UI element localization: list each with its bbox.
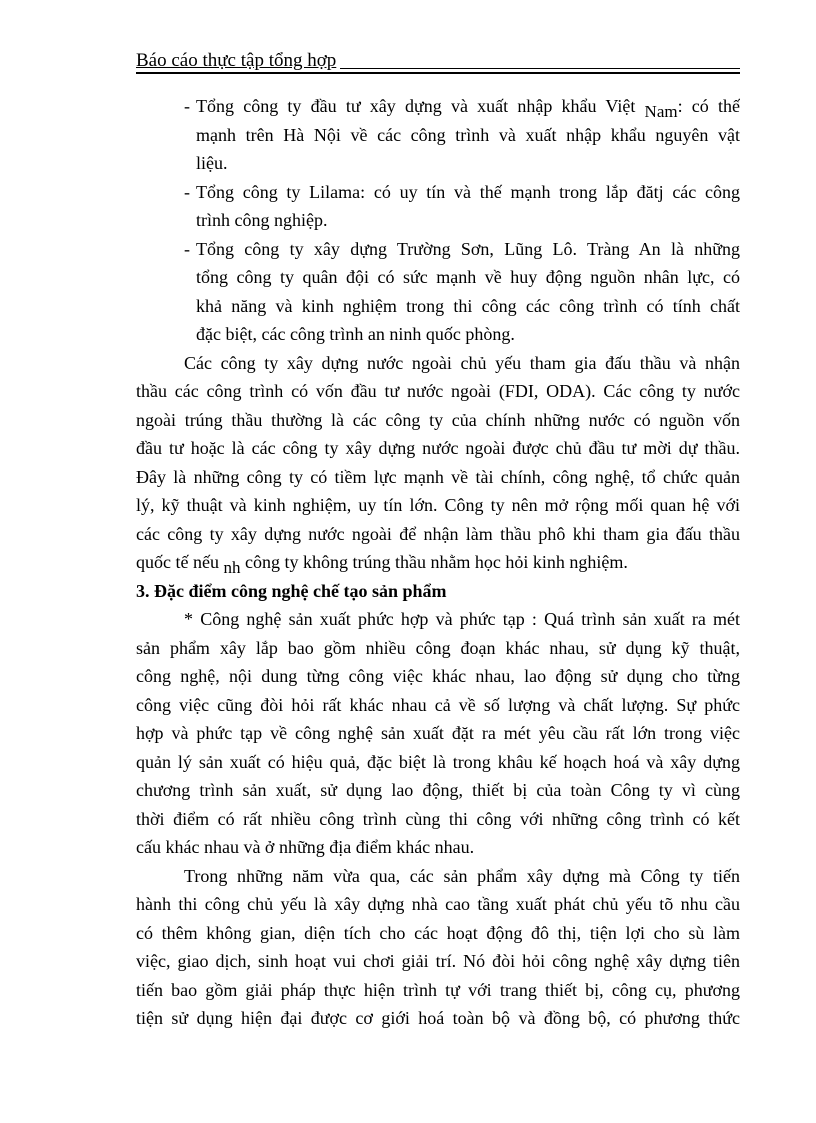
- bullet-line: tổng công ty quân đội có sức mạnh về huy động nguồn nhân lực, có: [196, 267, 740, 287]
- paragraph-line: ngoài trúng thầu thường là các công ty của chính những nước có nguồn vốn: [136, 409, 740, 430]
- bullet-line: liệu.: [196, 153, 228, 173]
- page-header: [136, 50, 740, 74]
- bullet-dash: -: [184, 181, 190, 202]
- bullet-line: khả năng và kinh nghiệm trong thi công các công trình có tính chất: [196, 295, 740, 316]
- bullet-line: trình công nghiệp.: [196, 210, 328, 230]
- paragraph-line: * Công nghệ sản xuất phức hợp và phức tạp : Quá trình sản xuất ra mét: [184, 609, 740, 629]
- paragraph-line: công nghệ, nội dung từng công việc khác nhau, lao động sử dụng cho từng: [136, 666, 740, 686]
- header-rule-thick: [136, 72, 740, 74]
- bullet-line: mạnh trên Hà Nội về các công trình và xuất nhập khẩu nguyên vật: [196, 124, 740, 145]
- paragraph-line: cấu khác nhau và ở những địa điểm khác nhau.: [136, 837, 475, 857]
- paragraph-line: có thêm không gian, diện tích cho các hoạt động đô thị, tiện lợi cho sù làm: [136, 922, 740, 943]
- paragraph-line: thầu các công trình có vốn đầu tư nước ngoài (FDI, ODA). Các công ty nước: [136, 381, 740, 401]
- paragraph-line: quốc tế nếu nh công ty không trúng thầu nhằm học hỏi kinh nghiệm.: [136, 552, 628, 577]
- paragraph-line: Trong những năm vừa qua, các sản phẩm xây dựng mà Công ty tiến: [184, 865, 740, 886]
- bullet-line: đặc biệt, các công trình an ninh quốc phòng.: [196, 324, 515, 344]
- bullet-line: - Tổng công ty Lilama: có uy tín và thế mạnh trong lắp đătj các công: [136, 178, 740, 207]
- paragraph-line: hợp và phức tạp về công nghệ sản xuất đặt ra mét yêu cầu rất lớn trong việc: [136, 723, 740, 743]
- section-heading: 3. Đặc điểm công nghệ chế tạo sản phẩm: [136, 580, 447, 601]
- paragraph-line: hành thi công chủ yếu là xây dựng nhà cao tầng xuất phát chủ yếu tõ nhu cầu: [136, 894, 740, 914]
- paragraph-line: lý, kỹ thuật và kinh nghiệm, uy tín lớn. Công ty nên mở rộng mối quan hệ với: [136, 495, 740, 515]
- paragraph-line: tiện sử dụng hiện đại được cơ giới hoá toàn bộ và đồng bộ, có phương thức: [136, 1008, 740, 1028]
- bullet-dash: -: [184, 96, 190, 116]
- paragraph-line: tiến bao gồm giải pháp thực hiện trình tự với trang thiết bị, công cụ, phương: [136, 979, 740, 1000]
- paragraph-line: Đây là những công ty có tiềm lực mạnh về tài chính, công nghệ, tổ chức quản: [136, 466, 740, 487]
- bullet-dash: -: [184, 238, 190, 259]
- paragraph-line: các công ty xây dựng nước ngoài để nhận làm thầu phô khi tham gia đấu thầu: [136, 523, 740, 544]
- bullet-line: - Tổng công ty đầu tư xây dựng và xuất nhập khẩu Việt Nam: có thế: [136, 92, 740, 121]
- paragraph-line: chương trình sản xuất, sử dụng lao động, thiết bị của toàn Công ty vì cùng: [136, 780, 740, 800]
- paragraph-line: đầu tư hoặc là các công ty xây dựng nước ngoài được chủ đầu tư mời dự thầu.: [136, 438, 740, 458]
- paragraph-line: Các công ty xây dựng nước ngoài chủ yếu tham gia đấu thầu và nhận: [184, 352, 740, 373]
- paragraph-line: quản lý sản xuất có hiệu quả, đặc biệt là trong khâu kế hoạch hoá và xây dựng: [136, 751, 740, 772]
- header-title: Báo cáo thực tập tổng hợp: [136, 50, 340, 72]
- paragraph-line: thời điểm có rất nhiều công trình cùng thi công với những công trình có kết: [136, 808, 740, 829]
- paragraph-line: sản phẩm xây lắp bao gồm nhiều công đoạn khác nhau, sử dụng kỹ thuật,: [136, 637, 740, 658]
- paragraph-line: việc, giao dịch, sinh hoạt vui chơi giải trí. Nó đòi hỏi công nghệ xây dựng tiên: [136, 951, 740, 971]
- bullet-line: - Tổng công ty xây dựng Trường Sơn, Lũng Lô. Tràng An là những: [136, 235, 740, 264]
- paragraph-line: công việc cũng đòi hỏi rất khác nhau cả về số lượng và chất lượng. Sự phức: [136, 694, 740, 715]
- document-body: [136, 92, 740, 1033]
